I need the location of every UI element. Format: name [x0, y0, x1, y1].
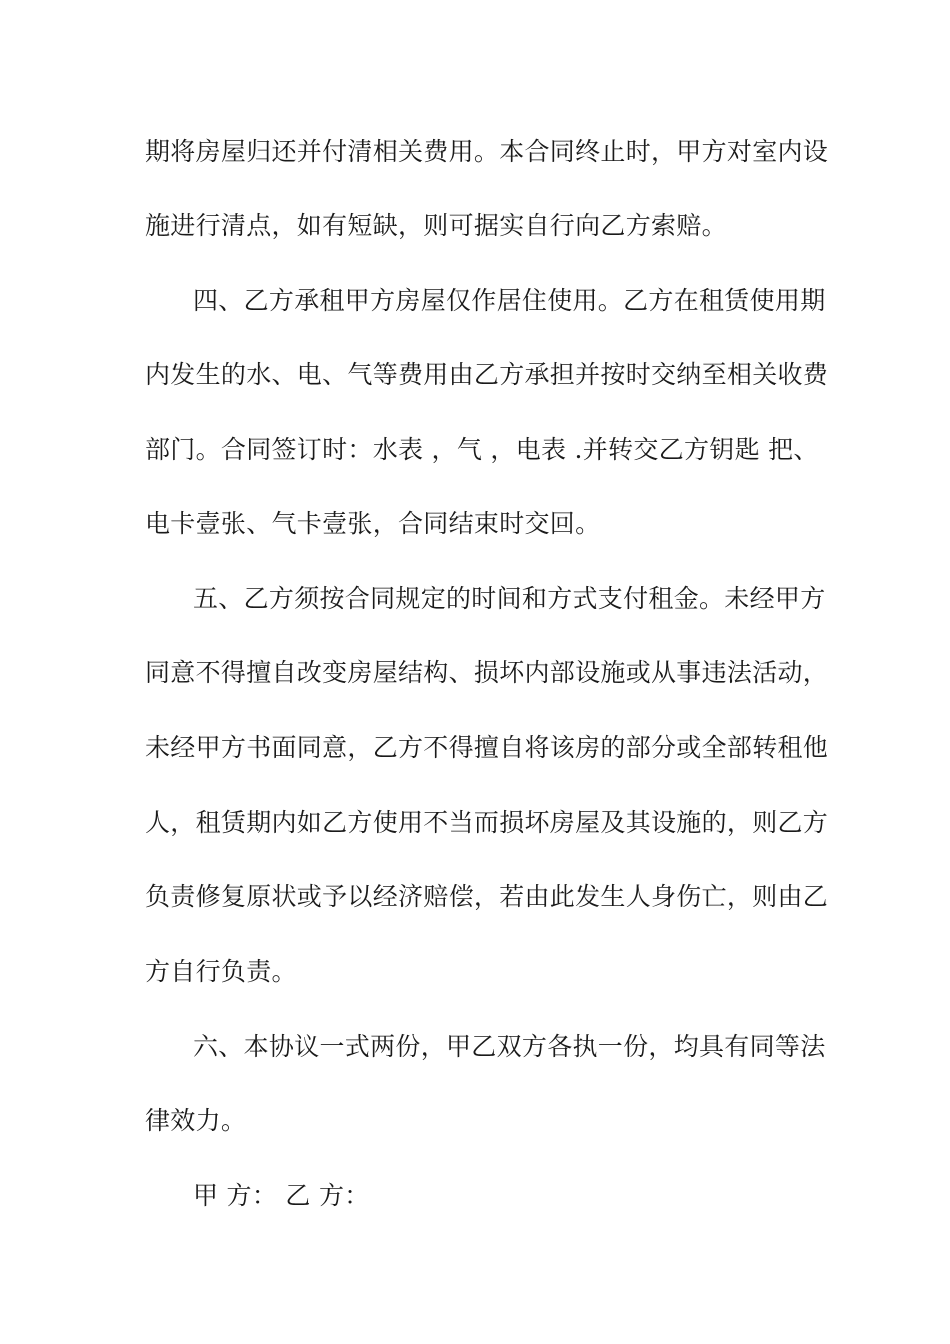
paragraph-five-start: 五、乙方须按合同规定的时间和方式支付租金。未经甲方: [193, 584, 826, 613]
text-line: 律效力。: [145, 1106, 247, 1135]
signature-line: 甲 方： 乙 方：: [193, 1181, 370, 1210]
paragraph-six-start: 六、本协议一式两份，甲乙双方各执一份，均具有同等法: [193, 1032, 826, 1061]
text-line: 部门。合同签订时：水表 ，气 ，电表 .并转交乙方钥匙 把、: [145, 435, 819, 464]
text-line: 电卡壹张、气卡壹张，合同结束时交回。: [145, 509, 601, 538]
text-line: 期将房屋归还并付清相关费用。本合同终止时，甲方对室内设: [145, 137, 829, 166]
text-line: 内发生的水、电、气等费用由乙方承担并按时交纳至相关收费: [145, 360, 829, 389]
text-line: 负责修复原状或予以经济赔偿，若由此发生人身伤亡，则由乙: [145, 882, 829, 911]
text-line: 施进行清点，如有短缺，则可据实自行向乙方索赔。: [145, 211, 727, 240]
text-line: 方自行负责。: [145, 957, 297, 986]
text-line: 人，租赁期内如乙方使用不当而损坏房屋及其设施的，则乙方: [145, 808, 829, 837]
paragraph-four-start: 四、乙方承租甲方房屋仅作居住使用。乙方在租赁使用期: [193, 286, 826, 315]
text-line: 未经甲方书面同意，乙方不得擅自将该房的部分或全部转租他: [145, 733, 829, 762]
text-line: 同意不得擅自改变房屋结构、损坏内部设施或从事违法活动，: [145, 658, 829, 687]
